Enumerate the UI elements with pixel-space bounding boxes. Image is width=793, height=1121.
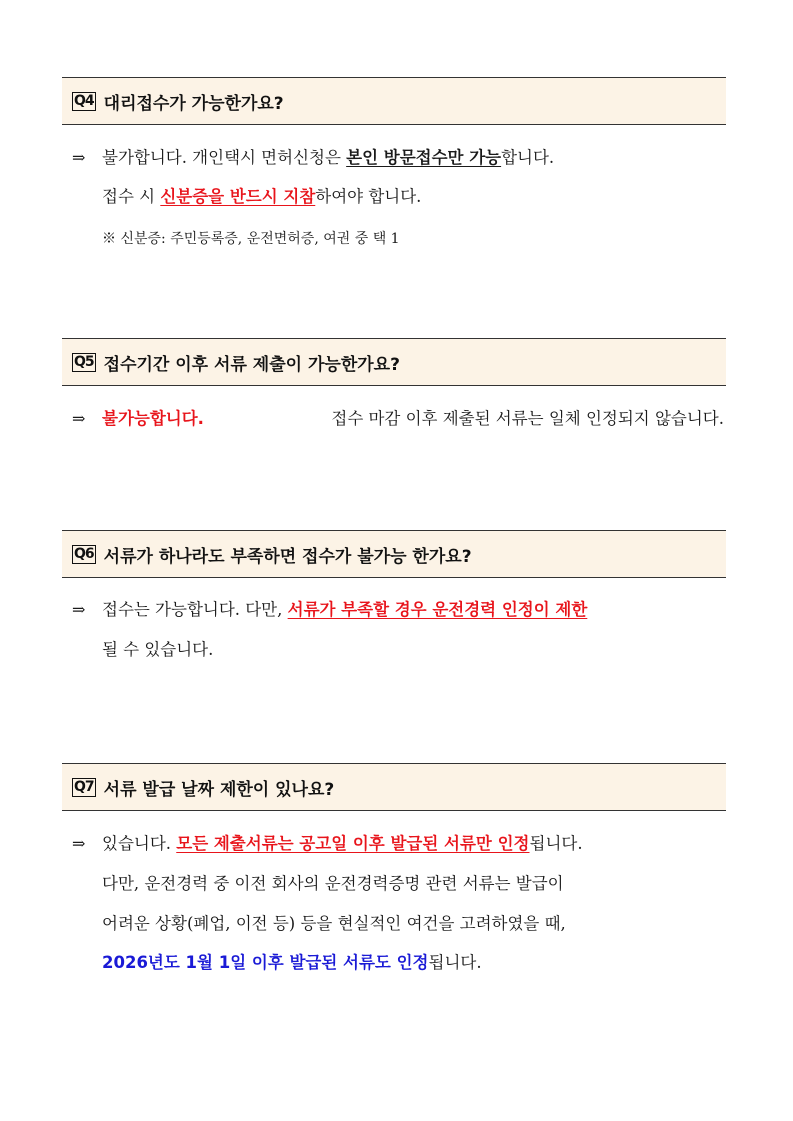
q6-answer-line-1 (102, 598, 587, 622)
q6-answer-red: 서류가 부족할 경우 운전경력 인정이 제한 (287, 600, 588, 619)
q4-header (62, 77, 726, 125)
q4-note: ※ 신분증: 주민등록증, 운전면허증, 여권 중 택 1 (102, 231, 400, 247)
q7-answer-line-4 (102, 951, 482, 975)
q6-header (62, 530, 726, 578)
q4-tag: Q4 (74, 92, 94, 109)
q5-title: 접수기간 이후 서류 제출이 가능한가요? (103, 354, 400, 375)
q7-title: 서류 발급 날짜 제한이 있나요? (103, 779, 335, 800)
q7-answer-line-1 (102, 832, 583, 856)
q7-tag: Q7 (74, 778, 94, 795)
q4-answer2-red: 신분증을 반드시 지참 (160, 187, 316, 206)
q7-answer-blue: 2026년도 1월 1일 이후 발급된 서류도 인정 (102, 953, 429, 972)
q5-header (62, 338, 726, 386)
q7-header (62, 763, 726, 811)
q5-tag: Q5 (74, 353, 94, 370)
q7-answer4-end: 됩니다. (428, 953, 482, 972)
q6-answer-text: 접수는 가능합니다. 다만, (102, 600, 288, 619)
q7-answer-end: 됩니다. (529, 834, 583, 853)
q4-arrow-icon: ⇒ (72, 148, 86, 167)
q7-answer-line-2: 다만, 운전경력 중 이전 회사의 운전경력증명 관련 서류는 발급이 (102, 874, 564, 893)
q5-answer-text: 접수 마감 이후 제출된 서류는 일체 인정되지 않습니다. (331, 409, 724, 428)
q4-answer2-text: 접수 시 (102, 187, 161, 206)
q5-answer-red: 불가능합니다. (102, 409, 204, 428)
q6-title: 서류가 하나라도 부족하면 접수가 불가능 한가요? (103, 546, 472, 567)
q4-answer-bold: 본인 방문접수만 가능 (346, 148, 502, 167)
q4-title: 대리접수가 가능한가요? (103, 93, 284, 114)
q7-answer-text: 있습니다. (102, 834, 177, 853)
q6-tag: Q6 (74, 545, 94, 562)
q7-answer-line-3: 어려운 상황(폐업, 이전 등) 등을 현실적인 여건을 고려하였을 때, (102, 914, 566, 933)
q7-arrow-icon: ⇒ (72, 834, 86, 853)
q5-answer-line-1 (102, 407, 724, 431)
q7-answer-red: 모든 제출서류는 공고일 이후 발급된 서류만 인정 (176, 834, 530, 853)
q4-answer-line-2 (102, 185, 421, 209)
q4-answer2-end: 하여야 합니다. (315, 187, 422, 206)
q5-arrow-icon: ⇒ (72, 409, 86, 428)
q6-arrow-icon: ⇒ (72, 600, 86, 619)
q6-answer-line-2: 될 수 있습니다. (102, 640, 214, 659)
q4-answer-text: 불가합니다. 개인택시 면허신청은 (102, 148, 347, 167)
q4-answer-end: 합니다. (501, 148, 555, 167)
q4-answer-line-1 (102, 146, 554, 170)
